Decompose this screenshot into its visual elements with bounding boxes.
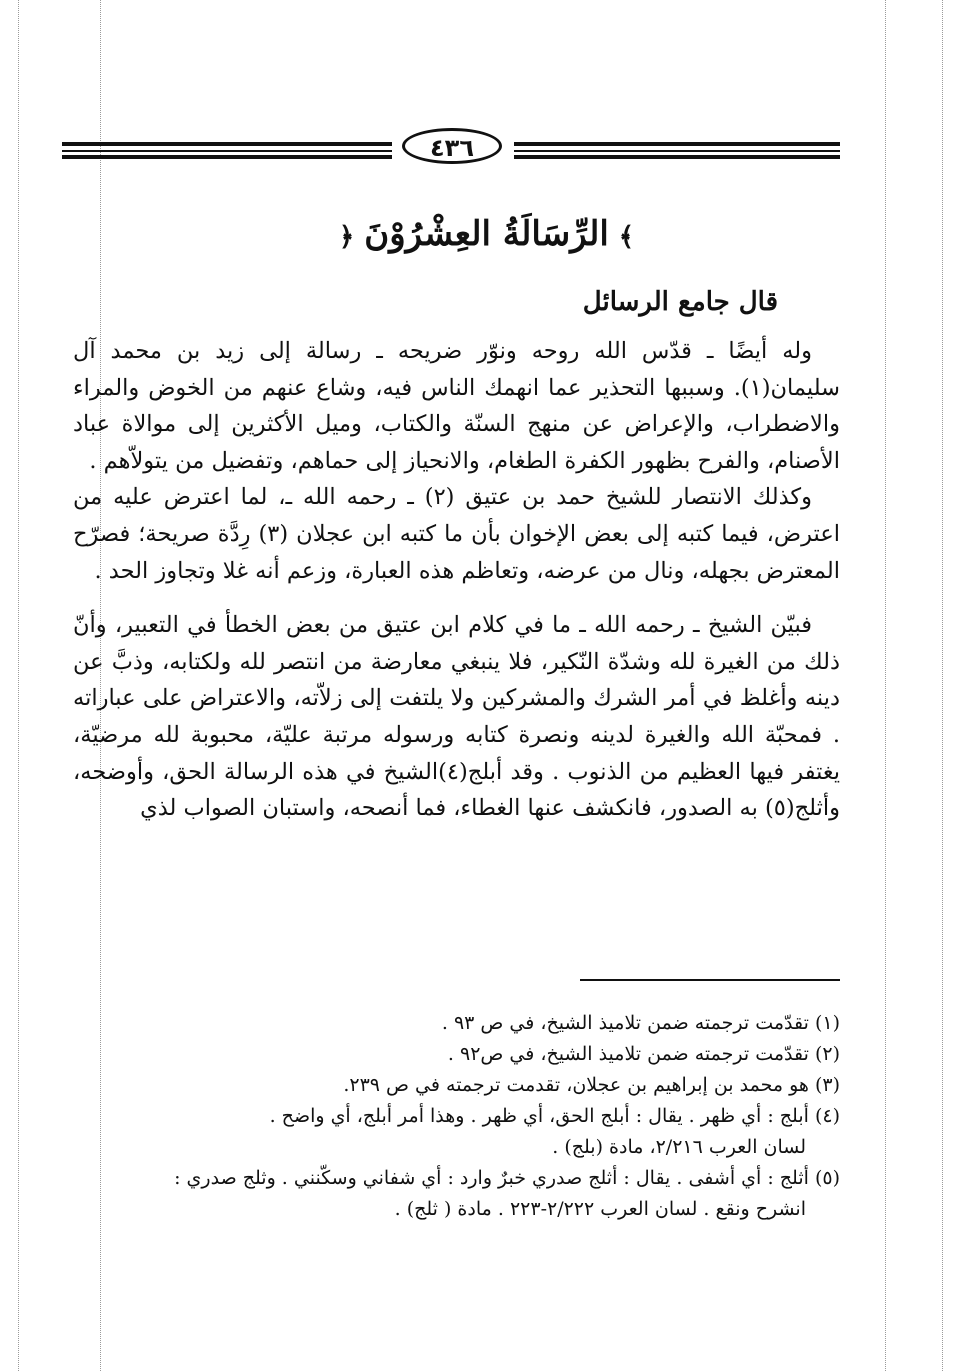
scan-edge-line (942, 0, 943, 1371)
footnote: (٢) تقدّمت ترجمته ضمن تلاميذ الشيخ، في ص٩٢ . (447, 1043, 840, 1065)
footnote-continuation: انشرح ونقع . لسان العرب ٢/٢٢٢-٢٢٣ . مادة ( ثلج) . (394, 1198, 806, 1220)
footnote: (٣) هو محمد بن إبراهيم بن عجلان، تقدمت ترجمته في ص ٢٣٩. (343, 1074, 840, 1096)
footnote: (٤) أبلج : أي ظهر . يقال : أبلج الحق، أي ظهر . وهذا أمر أبلج، أي واضح . (269, 1105, 840, 1127)
chapter-title (200, 204, 773, 264)
body-text (73, 333, 840, 827)
paragraph: وكذلك الانتصار للشيخ حمد بن عتيق (٢) ـ رحمه الله ـ، لما اعترض عليه من اعترض، فيما كتبه إلى بعض الإخوان بأن ما كتبه ابن عجلان (٣) رِدَّة صريحة؛ فصرّح المعترض بجهله، ونال من عرضه، وتعاظم هذه العبارة، وزعم أنه غلا وتجاوز الحد . (73, 484, 840, 584)
paragraph: فبيّن الشيخ ـ رحمه الله ـ ما في كلام ابن عتيق من بعض الخطأ في التعبير، وأنّ ذلك من الغيرة لله وشدّة النّكير، فلا ينبغي معارضة من انتصر لله ولكتابه، وذبَّ عن دينه وأغلظ في أمر الشرك والمشركين ولا يلتفت إلى زلاّته، والاعتراض على عباراته . فمحبّة الله والغيرة لدينه ونصرة كتابه ورسوله مرتبة عليّة، محبوبة لله مرضيّة، يغتفر فيها العظيم من الذنوب . وقد أبلج(٤)الشيخ في هذه الرسالة الحق، وأوضحه، وأثلج(٥) به الصدور، فانكشف عنها الغطاء، فما أنصحه، واستبان الصواب لذي (73, 612, 840, 822)
subheading: قال جامع الرسائل (582, 287, 778, 317)
chapter-title-text: الرِّسَالَةُ العِشْرُوْنَ (364, 214, 609, 254)
ornament-bracket-right: ﴾ (618, 222, 634, 252)
scan-edge-line (885, 0, 886, 1371)
footnote-separator (580, 979, 840, 981)
footnotes (73, 1008, 840, 1225)
header-rule-right (514, 142, 840, 162)
page-number: ٤٣٦ (402, 128, 502, 164)
ornament-bracket-left: ﴿ (339, 222, 355, 252)
footnote-continuation: لسان العرب ٢/٢١٦، مادة (بلج) . (552, 1136, 806, 1158)
footnote: (١) تقدّمت ترجمته ضمن تلاميذ الشيخ، في ص ٩٣ . (441, 1012, 840, 1034)
header-rule-left (62, 142, 392, 162)
paragraph: وله أيضًا ـ قدّس الله روحه ونوّر ضريحه ـ رسالة إلى زيد بن محمد آل سليمان(١). وسببها التحذير عما انهمك الناس فيه، وشاع عنهم من الخوض والمراء والاضطراب، والإعراض عن منهج السنّة والكتاب، وميل الأكثرين إلى موالاة عباد الأصنام، والفرح بظهور الكفرة الطغام، والانحياز إلى حماهم، وتفضيل من يتولاّهم . (73, 338, 840, 474)
page-header (62, 128, 840, 168)
footnote: (٥) أثلج : أي أشفى . يقال : أثلج صدري خبرٌ وارد : أي شفاني وسكّنني . وثلج صدري : (174, 1167, 840, 1189)
scan-edge-line (18, 0, 19, 1371)
